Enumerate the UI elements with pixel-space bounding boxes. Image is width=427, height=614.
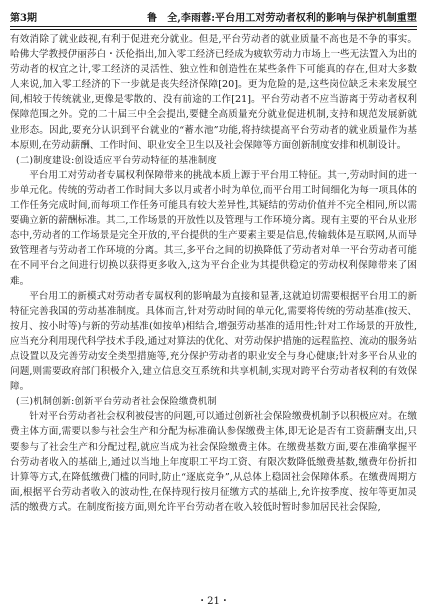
- running-header: [10, 8, 417, 24]
- paragraph-2: 平台用工对劳动者专属权利保障带来的挑战本质上源于平台用工特征。其一,劳动时间的进一步单元化。传统的劳动者工作时间大多以月或者小时为单位,而平台用工时间细化为每一项具体的工作任务完成时间,而每项工作任务可能具有较大差异性,其疑结的劳动价值并不完全相同,所以需要确立新的薪酬标准。其二,工作场景的开放性以及管理与工作环境分离。现有主要的平台从业形态中,劳动者的工作场景是完全开放的,平台提供的生产要素主要是信息,传输载体是互联网,从而导致管理者与劳动者工作环境的分离。其三,多平台之间的切换降低了劳动者对单一平台劳动者可能在不同平台之间进行切换以获得更多收入,这为平台企业为其提供稳定的劳动权利保障带来了困难。: [10, 169, 417, 287]
- article-body: [10, 32, 417, 515]
- issue-number: 第3期: [10, 13, 37, 24]
- paragraph-3: 平台用工的新模式对劳动者专属权利的影响最为直接和显著,这就迫切需要根据平台用工的新特征完善我国的劳动基准制度。具体而言,针对劳动时间的单元化,需要将传统的劳动基准(按天、按月、按小时等)与新的劳动基准(如按单)相结合,增强劳动基准的适用性;针对工作场景的开放性,应当充分利用现代科学技术手段,通过对算法的优化、对劳动保护措施的远程监控、流动的服务站点设置以及完善劳动安全类型措施等,充分保护劳动者的职业安全与身心健康;针对多平台从业的问题,则需要政府部门积极介入,建立信息交互系统和共享机制,实现对跨平台劳动者权利的有效保障。: [10, 290, 417, 393]
- paragraph-1: 有效消除了就业歧视,有利于促进充分就业。但是,平台劳动者的就业质量不高也是不争的事实。哈佛大学教授伊丽莎白・沃伦指出,加入零工经济已经成为疲软劳动力市场上一些无法置入为出的劳动者的权宜之计,零工经济的灵活性、独立性和创造性在某些条件下可能真的存在,但对大多数人来说,加入零工经济的下一步就是丧失经济保障[20]。更为危险的是,这些岗位缺乏未来发展空间,相较于传统就业,更像是零散的、没有前途的工作[21]。平台劳动者不应当游离于劳动者权利保障范围之外。党的二十届三中全会提出,要健全高质量充分就业促进机制,支持和规范发展新就业形态。因此,要充分认识到平台就业的“蓄水池”功能,将持续提高平台劳动者的就业质量作为基本原则,在劳动薪酬、工作时间、职业安全卫生以及社会保障等方面创新制度安排和机制设计。: [10, 34, 417, 151]
- section-heading-2: (二)制度建设:创设适应平台劳动特征的基准制度: [16, 154, 217, 166]
- header-rule-thin: [10, 29, 417, 30]
- page-number: ・21・: [197, 596, 230, 607]
- section-heading-3: (三)机制创新:创新平台劳动者社会保险缴费机制: [16, 396, 217, 408]
- header-rule: [10, 26, 417, 27]
- running-title: 鲁 全,李雨蓉:平台用工对劳动者权利的影响与保护机制重塑: [147, 13, 417, 24]
- paragraph-4: 针对平台劳动者社会权利被侵害的问题,可以通过创新社会保险缴费机制予以积极应对。在缴费主体方面,需要以参与社会生产和分配为标准确认参保缴费主体,即无论是否有工资薪酬支出,只要参与了社会生产和分配过程,就应当成为社会保险缴费主体。在缴费基数方面,要在准确掌握平台劳动者收入的基础上,通过以当地上年度职工平均工资、有限次数降低缴费基数,缴费年份折扣计算等方式,在降低缴费门槛的同时,防止“逐底竞争”,从总体上稳固社会保障体系。在缴费周期方面,根据平台劳动者收入的波动性,在保持现行按月征缴方式的基础上,允许按季度、按年等更加灵活的缴费方式。在制度衔接方面,则允许平台劳动者在收入较低时暂时参加居民社会保险,: [10, 411, 417, 513]
